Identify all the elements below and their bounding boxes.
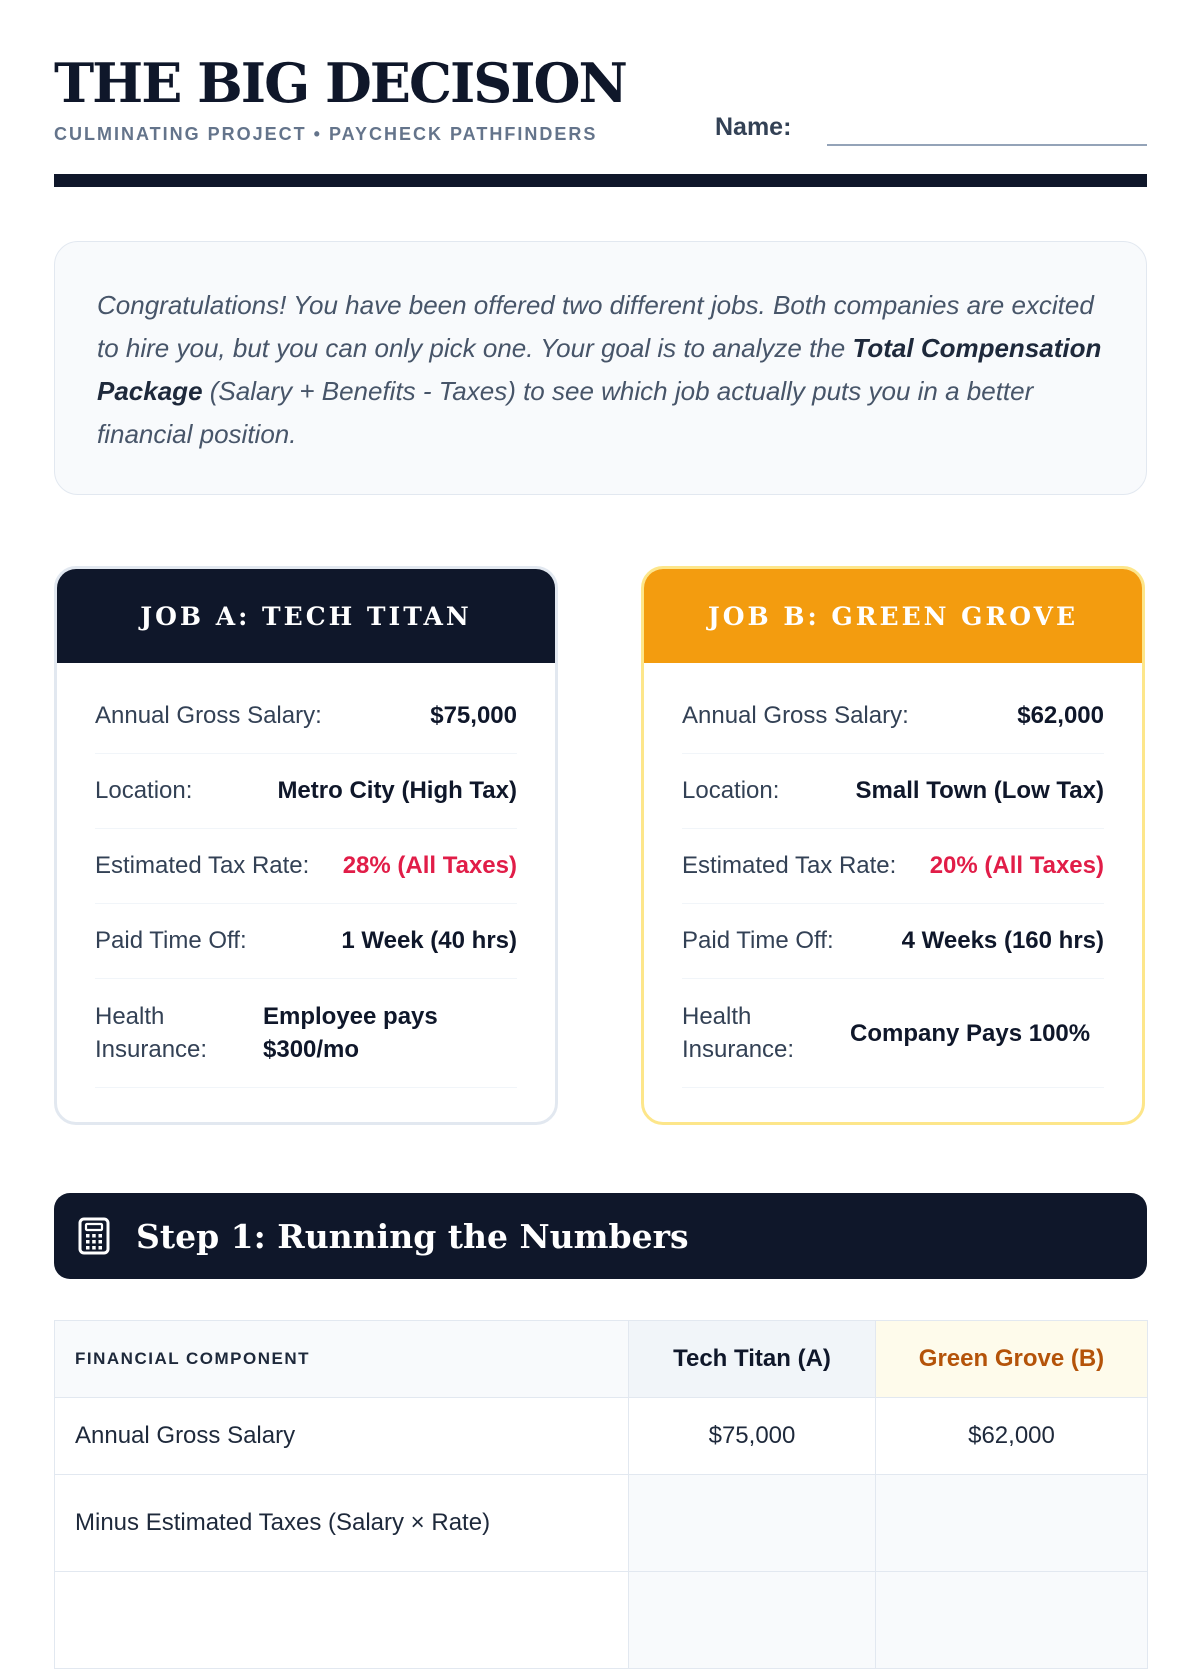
row-value: $62,000 xyxy=(1017,702,1104,729)
comparison-table xyxy=(54,1320,1148,1669)
row-label: Health Insurance: xyxy=(95,1003,208,1063)
intro-panel xyxy=(54,241,1147,495)
job-a-health-row xyxy=(95,979,517,1088)
job-b-answer-cell[interactable] xyxy=(876,1475,1148,1572)
job-a-title: JOB A: TECH TITAN xyxy=(57,569,555,663)
job-a-cell: $75,000 xyxy=(629,1398,876,1475)
job-b-card xyxy=(641,566,1145,1125)
job-b-location-row xyxy=(682,754,1104,829)
table-header-row xyxy=(55,1321,1148,1398)
row-label: Annual Gross Salary: xyxy=(682,702,909,729)
job-a-pto-row xyxy=(95,904,517,979)
table-row xyxy=(55,1398,1148,1475)
row-value: $75,000 xyxy=(430,702,517,729)
job-b-answer-cell[interactable] xyxy=(876,1572,1148,1669)
job-b-tax-row xyxy=(682,829,1104,904)
step-1-banner xyxy=(54,1193,1147,1279)
name-label: Name: xyxy=(715,113,792,141)
page-header xyxy=(54,0,1147,190)
job-a-tax-row xyxy=(95,829,517,904)
row-label: Estimated Tax Rate: xyxy=(95,852,310,879)
job-a-card xyxy=(54,566,558,1125)
step-1-title: Step 1: Running the Numbers xyxy=(136,1216,689,1256)
column-header-component: FINANCIAL COMPONENT xyxy=(55,1321,629,1398)
row-label: Paid Time Off: xyxy=(95,927,247,954)
calculator-icon xyxy=(78,1217,110,1255)
job-a-salary-row xyxy=(95,679,517,754)
job-a-location-row xyxy=(95,754,517,829)
name-field[interactable] xyxy=(827,144,1147,146)
row-label: Paid Time Off: xyxy=(682,927,834,954)
column-header-job-b: Green Grove (B) xyxy=(876,1321,1148,1398)
row-value: Company Pays 100% xyxy=(850,1019,1091,1047)
job-b-health-row xyxy=(682,979,1104,1088)
row-label: Minus Estimated Taxes (Salary × Rate) xyxy=(55,1475,629,1572)
row-label: Location: xyxy=(95,777,193,804)
row-value: Small Town (Low Tax) xyxy=(855,777,1104,804)
job-a-answer-cell[interactable] xyxy=(629,1572,876,1669)
job-b-pto-row xyxy=(682,904,1104,979)
page-subtitle: CULMINATING PROJECT • PAYCHECK PATHFINDERS xyxy=(54,124,598,144)
intro-text-end: (Salary + Benefits - Taxes) to see which job actually puts you in a better financial position. xyxy=(97,376,1034,449)
row-value: 20% (All Taxes) xyxy=(929,852,1104,879)
row-label: Health Insurance: xyxy=(682,1003,795,1063)
row-label: Estimated Tax Rate: xyxy=(682,852,897,879)
column-header-job-a: Tech Titan (A) xyxy=(629,1321,876,1398)
header-divider xyxy=(54,174,1147,187)
job-a-answer-cell[interactable] xyxy=(629,1475,876,1572)
row-value: Employee pays $300/mo xyxy=(263,1003,438,1063)
intro-text: Congratulations! You have been offered two different jobs. Both companies are excited to hire you, but you can only pick one. Your goal is to analyze the xyxy=(97,290,1094,363)
row-label xyxy=(55,1572,629,1669)
row-label: Annual Gross Salary xyxy=(55,1398,629,1475)
table-row xyxy=(55,1572,1148,1669)
job-b-salary-row xyxy=(682,679,1104,754)
table-row xyxy=(55,1475,1148,1572)
intro-emphasis: Total Compensation Package xyxy=(97,333,1102,406)
job-b-cell: $62,000 xyxy=(876,1398,1148,1475)
row-value: 28% (All Taxes) xyxy=(342,852,517,879)
worksheet-page xyxy=(54,0,1147,1536)
row-value: Metro City (High Tax) xyxy=(277,777,517,804)
row-value: 4 Weeks (160 hrs) xyxy=(901,927,1104,954)
page-title: THE BIG DECISION xyxy=(54,51,626,115)
row-label: Annual Gross Salary: xyxy=(95,702,322,729)
row-label: Location: xyxy=(682,777,780,804)
job-b-title: JOB B: GREEN GROVE xyxy=(644,569,1142,663)
row-value: 1 Week (40 hrs) xyxy=(341,927,517,954)
